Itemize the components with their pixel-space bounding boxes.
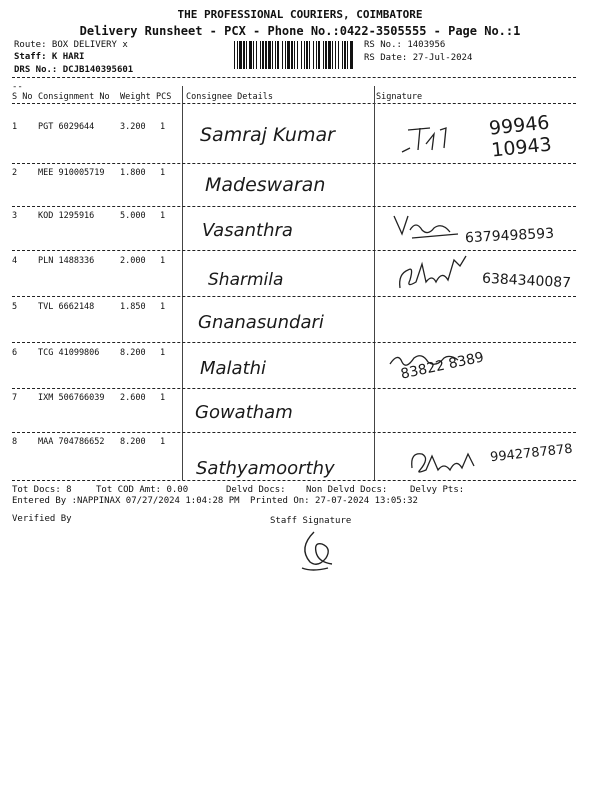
consignee-handwriting: Sharmila	[208, 270, 284, 290]
consignee-handwriting: Gnanasundari	[198, 312, 324, 333]
staff-label: Staff: K HARI	[14, 52, 85, 62]
staff-signature-label: Staff Signature	[270, 516, 352, 526]
header-consignment: Consignment No	[38, 92, 110, 102]
row-sno: 1	[12, 122, 18, 132]
signature-mark	[392, 212, 462, 242]
row-sno: 3	[12, 211, 18, 221]
row-sno: 2	[12, 168, 18, 178]
header-signature: Signature	[376, 92, 423, 102]
signature-phone: 9942787878	[489, 441, 574, 466]
column-divider	[182, 86, 183, 480]
row-pcs: 1	[160, 348, 166, 358]
delivery-points: Delvy Pts:	[410, 485, 465, 495]
signature-mark	[396, 252, 476, 292]
verified-by-label: Verified By	[12, 514, 72, 524]
row-sno: 8	[12, 437, 18, 447]
delivered-docs: Delvd Docs:	[226, 485, 286, 495]
printed-on: Printed On: 27-07-2024 13:05:32	[250, 496, 418, 506]
row-weight: 2.600	[120, 393, 146, 403]
consignee-handwriting: Vasanthra	[202, 220, 293, 241]
signature-phone: 6379498593	[464, 225, 555, 247]
row-consignment: PLN 1488336	[38, 256, 95, 266]
row-weight: 2.000	[120, 256, 146, 266]
rs-number: RS No.: 1403956	[364, 40, 446, 50]
row-pcs: 1	[160, 122, 166, 132]
barcode	[232, 40, 356, 70]
row-sno: 5	[12, 302, 18, 312]
row-pcs: 1	[160, 256, 166, 266]
row-pcs: 1	[160, 393, 166, 403]
signature-mark	[408, 444, 498, 478]
row-sno: 4	[12, 256, 18, 266]
signature-phone: 83822 8389	[399, 349, 486, 383]
row-weight: 1.850	[120, 302, 146, 312]
staff-signature-mark	[292, 528, 342, 574]
consignee-handwriting: Gowatham	[195, 402, 293, 423]
row-consignment: PGT 6029644	[38, 122, 95, 132]
row-pcs: 1	[160, 302, 166, 312]
row-consignment: MAA 704786652	[38, 437, 105, 447]
row-weight: 3.200	[120, 122, 146, 132]
row-consignment: TVL 6662148	[38, 302, 95, 312]
consignee-handwriting: Madeswaran	[205, 174, 326, 196]
route-label: Route: BOX DELIVERY x	[14, 40, 128, 50]
row-pcs: 1	[160, 437, 166, 447]
row-weight: 1.800	[120, 168, 146, 178]
signature-phone: 6384340087	[481, 270, 572, 292]
row-weight: 8.200	[120, 348, 146, 358]
company-name: THE PROFESSIONAL COURIERS, COIMBATORE	[177, 8, 423, 21]
non-delivered-docs: Non Delvd Docs:	[306, 485, 388, 495]
row-weight: 8.200	[120, 437, 146, 447]
row-sno: 6	[12, 348, 18, 358]
consignee-handwriting: Samraj Kumar	[200, 124, 335, 146]
signature-mark	[400, 120, 470, 160]
total-cod-amount: Tot COD Amt: 0.00	[96, 485, 189, 495]
row-weight: 5.000	[120, 211, 146, 221]
header-weight: Weight	[120, 92, 151, 102]
consignee-handwriting: Sathyamoorthy	[196, 458, 335, 479]
header-pcs: PCS	[156, 92, 172, 102]
row-pcs: 1	[160, 211, 166, 221]
runsheet-title: Delivery Runsheet - PCX - Phone No.:0422-3505555 - Page No.:1	[79, 24, 521, 38]
row-consignment: TCG 41099806	[38, 348, 100, 358]
rs-date: RS Date: 27-Jul-2024	[364, 53, 473, 63]
row-consignment: KOD 1295916	[38, 211, 95, 221]
signature-phone: 99946 10943	[488, 111, 553, 162]
row-pcs: 1	[160, 168, 166, 178]
consignee-handwriting: Malathi	[200, 358, 267, 379]
header-consignee: Consignee Details	[186, 92, 273, 102]
drs-number: DRS No.: DCJB140395601	[14, 65, 134, 75]
entered-by: Entered By :NAPPINAX 07/27/2024 1:04:28 PM	[12, 496, 240, 506]
header-sno: S No	[12, 92, 33, 102]
total-docs: Tot Docs: 8	[12, 485, 72, 495]
row-consignment: IXM 506766039	[38, 393, 105, 403]
row-sno: 7	[12, 393, 18, 403]
column-divider	[374, 86, 375, 480]
row-consignment: MEE 910005719	[38, 168, 105, 178]
